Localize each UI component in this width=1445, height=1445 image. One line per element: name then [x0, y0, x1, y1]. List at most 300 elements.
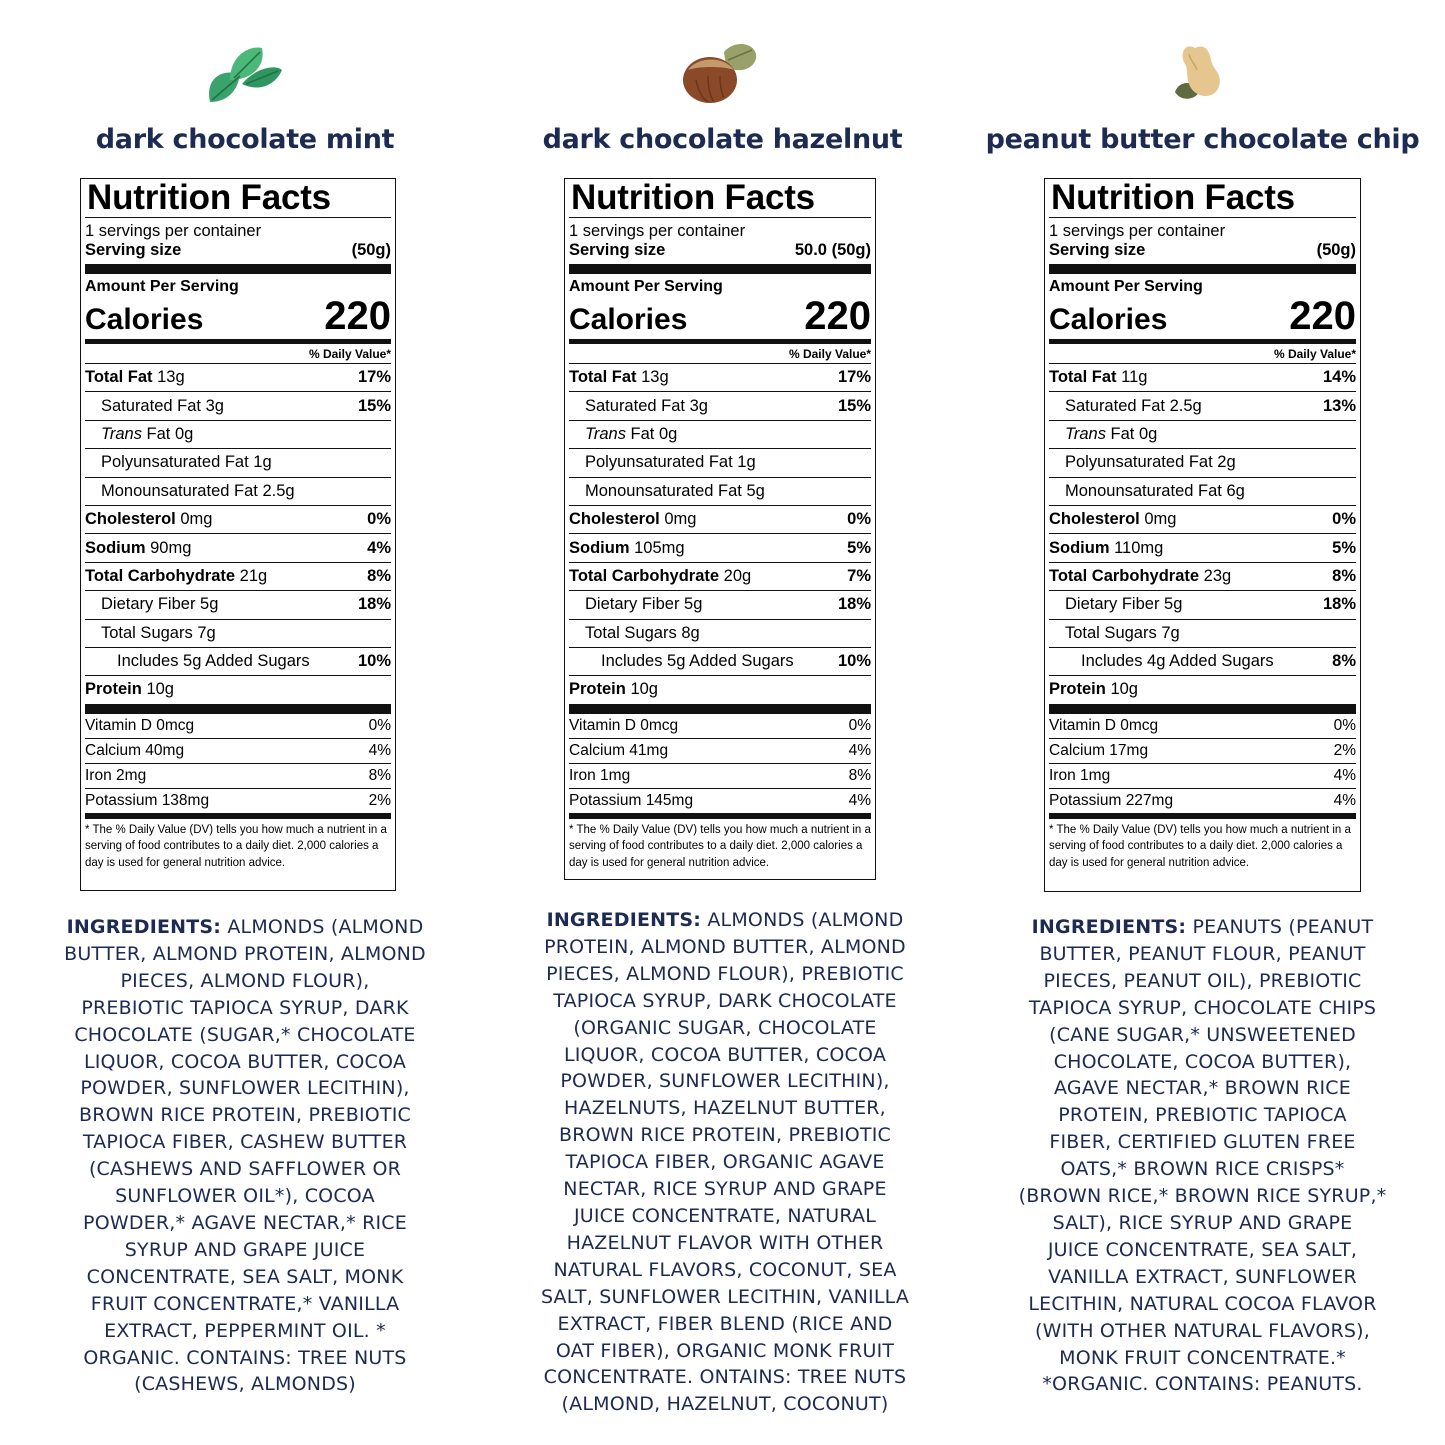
ingredients-line	[520, 1068, 930, 1095]
vitamin-amount: 2mg	[116, 766, 147, 784]
nutrient-name: Total Sugars	[101, 623, 193, 642]
nutrient-row	[569, 506, 871, 534]
nutrient-list	[85, 364, 391, 704]
nutrient-list	[1049, 364, 1356, 704]
nutrient-daily-value: 8%	[367, 566, 391, 585]
ingredients-line	[1000, 1102, 1405, 1129]
serving-size-row: Serving size (50g)	[1049, 241, 1356, 259]
vitamin-name: Vitamin D	[1049, 716, 1116, 734]
nutrient-row	[85, 620, 391, 648]
nutrient-name: Dietary Fiber	[1065, 595, 1160, 614]
nutrient-daily-value: 8%	[1332, 652, 1356, 671]
ingredients-line-text: LECITHIN, NATURAL COCOA FLAVOR	[1028, 1292, 1377, 1315]
ingredients-line-text: POWDER,* AGAVE NECTAR,* RICE	[83, 1211, 407, 1234]
ingredients-line-text: NATURAL FLAVORS, COCONUT, SEA	[553, 1258, 897, 1281]
ingredients-line-text: BROWN RICE PROTEIN, PREBIOTIC	[558, 1124, 891, 1147]
nutrient-name: Total Fat	[85, 368, 153, 387]
nutrient-name: Total Carbohydrate	[1049, 566, 1200, 585]
ingredients-line-text: PIECES, PEANUT OIL), PREBIOTIC	[1043, 969, 1362, 992]
nutrient-row	[85, 591, 391, 619]
ingredients-line-text: SALT, SUNFLOWER LECITHIN, VANILLA	[540, 1285, 910, 1308]
ingredients-heading: INGREDIENTS:	[1031, 916, 1187, 938]
ingredients-line-text: CONCENTRATE. ONTAINS: TREE NUTS	[543, 1366, 907, 1389]
nutrient-row	[569, 676, 871, 703]
nutrient-row	[1049, 449, 1356, 477]
vitamin-amount: 41mg	[629, 741, 669, 759]
ingredients-line-text: SUNFLOWER OIL*), COCOA	[115, 1185, 375, 1208]
amount-per-serving: Amount Per Serving	[1049, 278, 1203, 295]
vitamin-row	[85, 714, 391, 739]
ingredients-line	[20, 1318, 470, 1345]
ingredients-line-text: OATS,* BROWN RICE CRISPS*	[1060, 1158, 1345, 1181]
nutrient-amount: 1g	[737, 453, 756, 472]
vitamin-daily-value: 2%	[368, 791, 391, 809]
nutrient-amount: 2g	[1217, 453, 1236, 472]
vitamin-row	[569, 789, 871, 814]
ingredients-line	[520, 1257, 930, 1284]
nutrient-name: Total Sugars	[585, 623, 677, 642]
nutrient-amount: 5g	[1164, 595, 1183, 614]
nutrient-row	[85, 563, 391, 591]
ingredients-line	[520, 961, 930, 988]
ingredients-line-text: MONK FRUIT CONCENTRATE.*	[1059, 1346, 1346, 1369]
ingredients-line	[20, 1210, 470, 1237]
vitamin-name: Vitamin D	[569, 716, 636, 734]
nutrient-amount: 0g	[174, 424, 194, 443]
nutrient-name-suffix: Fat	[625, 424, 655, 443]
ingredients-line-text: PEANUTS (PEANUT	[1192, 916, 1374, 938]
ingredients-line	[520, 1364, 930, 1391]
nutrient-amount: 2.5g	[1169, 396, 1202, 415]
ingredients-line-text: OAT FIBER), ORGANIC MONK FRUIT	[555, 1339, 895, 1362]
nutrient-amount: 0mg	[664, 510, 697, 529]
vitamin-amount: 0mcg	[1120, 716, 1159, 734]
nutrient-row	[1049, 648, 1356, 676]
calories-row: Calories 220	[569, 294, 871, 338]
nutrient-row	[569, 563, 871, 591]
nutrient-amount: 10g	[1110, 680, 1138, 699]
ingredients-line	[20, 1049, 470, 1076]
vitamin-name: Potassium	[85, 791, 158, 809]
nutrient-daily-value: 18%	[1322, 595, 1356, 614]
ingredients-line-text: HAZELNUTS, HAZELNUT BUTTER,	[564, 1097, 886, 1120]
ingredients-line	[1000, 1318, 1405, 1345]
vitamin-daily-value: 0%	[1333, 716, 1356, 734]
ingredients-line-text: (BROWN RICE,* BROWN RICE SYRUP,*	[1018, 1185, 1387, 1208]
nutrient-name: Total Fat	[569, 368, 637, 387]
nutrient-name: Total Fat	[1049, 368, 1117, 387]
ingredients-line	[520, 988, 930, 1015]
hazelnut-icon	[680, 40, 762, 106]
nutrient-row	[569, 421, 871, 449]
nutrient-name: Sodium	[1049, 538, 1110, 557]
ingredients-line-text: ALMONDS (ALMOND	[227, 916, 424, 938]
nutrient-daily-value: 10%	[837, 652, 871, 671]
daily-value-footnote: * The % Daily Value (DV) tells you how much a nutrient in a serving of food contributes to a daily diet. 2,000 calories a day is used for general nutrition advice.	[1049, 823, 1351, 869]
nutrient-name: Saturated Fat	[585, 396, 685, 415]
nutrient-name: Dietary Fiber	[101, 595, 196, 614]
product-title: peanut butter chocolate chip	[985, 124, 1420, 155]
vitamin-name: Iron	[569, 766, 596, 784]
ingredients-line-text: BUTTER, ALMOND PROTEIN, ALMOND	[64, 942, 426, 965]
nutrient-amount: 2.5g	[262, 481, 295, 500]
vitamin-daily-value: 0%	[368, 716, 391, 734]
nutrient-daily-value: 15%	[837, 396, 871, 415]
ingredients-line-text: (ORGANIC SUGAR, CHOCOLATE	[573, 1016, 877, 1039]
ingredients-line-text: ALMONDS (ALMOND	[707, 909, 904, 931]
calories-row: Calories 220	[1049, 294, 1356, 338]
product-title: dark chocolate hazelnut	[542, 124, 903, 155]
nutrient-amount: 1g	[253, 453, 272, 472]
vitamin-row	[569, 714, 871, 739]
nutrition-facts-label	[80, 178, 396, 891]
vitamin-daily-value: 4%	[1333, 766, 1356, 784]
vitamin-amount: 0mcg	[640, 716, 679, 734]
ingredients-line	[520, 1122, 930, 1149]
nutrient-daily-value: 0%	[1332, 510, 1356, 529]
ingredients-line-text: BROWN RICE PROTEIN, PREBIOTIC	[78, 1104, 411, 1127]
nutrient-name: Cholesterol	[569, 510, 660, 529]
nutrition-facts-label	[564, 178, 876, 880]
ingredients-line-text: TAPIOCA FIBER, CASHEW BUTTER	[82, 1131, 408, 1154]
nutrient-daily-value: 13%	[1322, 396, 1356, 415]
nutrient-amount: 5g	[684, 595, 703, 614]
ingredients-line-text: TAPIOCA SYRUP, DARK CHOCOLATE	[553, 989, 897, 1012]
nutrient-row	[85, 392, 391, 420]
ingredients-line	[20, 1371, 470, 1398]
servings-per-container: 1 servings per container	[569, 222, 746, 240]
daily-value-footnote: * The % Daily Value (DV) tells you how much a nutrient in a serving of food contributes to a daily diet. 2,000 calories a day is used for general nutrition advice.	[85, 823, 387, 869]
ingredients-line-text: (CANE SUGAR,* UNSWEETENED	[1049, 1023, 1356, 1046]
ingredients-line	[520, 1015, 930, 1042]
nutrition-facts-heading: Nutrition Facts	[569, 179, 871, 218]
nutrient-name-suffix: Fat	[141, 424, 171, 443]
ingredients-line	[20, 1291, 470, 1318]
nutrient-name: Total Sugars	[1065, 623, 1157, 642]
nutrient-row	[569, 591, 871, 619]
nutrient-name: Sodium	[569, 538, 630, 557]
product-title: dark chocolate mint	[95, 124, 395, 155]
vitamin-amount: 40mg	[145, 741, 185, 759]
nutrient-name: Dietary Fiber	[585, 595, 680, 614]
nutrient-name: Total Carbohydrate	[569, 566, 720, 585]
nutrient-amount: 0g	[1138, 424, 1158, 443]
ingredients-heading: INGREDIENTS:	[546, 909, 702, 931]
vitamin-name: Iron	[85, 766, 112, 784]
ingredients-line-text: PROTEIN, PREBIOTIC TAPIOCA	[1058, 1104, 1347, 1127]
nutrient-row	[569, 364, 871, 392]
ingredients-line-text: LIQUOR, COCOA BUTTER, COCOA	[563, 1043, 887, 1066]
vitamin-amount: 0mcg	[156, 716, 195, 734]
vitamin-row	[85, 764, 391, 789]
nutrient-amount: 7g	[197, 623, 216, 642]
nutrient-daily-value: 17%	[357, 368, 391, 387]
ingredients-line-text: (WITH OTHER NATURAL FLAVORS),	[1035, 1319, 1370, 1342]
nutrient-amount: 105mg	[634, 538, 685, 557]
ingredients-text	[520, 907, 930, 1418]
nutrient-name: Saturated Fat	[1065, 396, 1165, 415]
vitamin-daily-value: 4%	[848, 741, 871, 759]
vitamin-amount: 1mg	[600, 766, 631, 784]
nutrient-amount: 11g	[1121, 368, 1148, 387]
ingredients-line	[1000, 941, 1405, 968]
nutrient-row	[85, 478, 391, 506]
nutrient-amount: 13g	[641, 368, 669, 387]
nutrient-name: Protein	[85, 680, 142, 699]
ingredients-line-text: ORGANIC. CONTAINS: TREE NUTS	[83, 1346, 407, 1369]
peanut-icon	[1165, 40, 1233, 106]
ingredients-line-text: FIBER, CERTIFIED GLUTEN FREE	[1049, 1131, 1356, 1154]
ingredients-line	[1000, 1291, 1405, 1318]
ingredients-line-text: HAZELNUT FLAVOR WITH OTHER	[566, 1231, 884, 1254]
nutrient-row	[1049, 506, 1356, 534]
ingredients-line-text: CHOCOLATE (SUGAR,* CHOCOLATE	[74, 1023, 416, 1046]
nutrient-amount: 7g	[1161, 623, 1180, 642]
ingredients-line-text: PROTEIN, ALMOND BUTTER, ALMOND	[544, 935, 906, 958]
nutrient-amount: 6g	[1226, 481, 1245, 500]
nutrient-row	[1049, 421, 1356, 449]
amount-per-serving: Amount Per Serving	[569, 278, 723, 295]
ingredients-line	[1000, 1022, 1405, 1049]
ingredients-line	[20, 1129, 470, 1156]
ingredients-line	[1000, 968, 1405, 995]
ingredients-line-text: CONCENTRATE, SEA SALT, MONK	[86, 1265, 404, 1288]
nutrition-facts-label	[1044, 178, 1361, 892]
nutrient-daily-value: 0%	[847, 510, 871, 529]
nutrient-row	[85, 506, 391, 534]
ingredients-line	[520, 907, 930, 934]
nutrient-name: Monounsaturated Fat	[585, 481, 742, 500]
nutrient-row	[1049, 392, 1356, 420]
vitamin-row	[569, 764, 871, 789]
nutrient-row	[85, 648, 391, 676]
nutrient-name: Trans	[1065, 424, 1106, 443]
vitamin-amount: 227mg	[1125, 791, 1174, 809]
daily-value-header: % Daily Value*	[1049, 344, 1356, 364]
vitamin-list	[569, 714, 871, 814]
ingredients-line-text: NECTAR, RICE SYRUP AND GRAPE	[563, 1178, 887, 1201]
ingredients-line-text: (ALMOND, HAZELNUT, COCONUT)	[561, 1393, 889, 1416]
ingredients-line	[20, 941, 470, 968]
nutrient-row	[1049, 563, 1356, 591]
vitamin-daily-value: 4%	[1333, 791, 1356, 809]
vitamin-daily-value: 0%	[848, 716, 871, 734]
ingredients-line-text: TAPIOCA FIBER, ORGANIC AGAVE	[565, 1151, 885, 1174]
ingredients-line	[520, 1230, 930, 1257]
ingredients-line-text: PIECES, ALMOND FLOUR),	[120, 969, 370, 992]
vitamin-name: Iron	[1049, 766, 1076, 784]
nutrient-amount: 23g	[1203, 566, 1232, 585]
ingredients-line-text: SALT), RICE SYRUP AND GRAPE	[1052, 1211, 1353, 1234]
ingredients-line-text: (CASHEWS AND SAFFLOWER OR	[88, 1158, 402, 1181]
ingredients-line	[20, 1102, 470, 1129]
nutrient-amount: 8g	[681, 623, 700, 642]
ingredients-line	[20, 1156, 470, 1183]
vitamin-name: Potassium	[569, 791, 642, 809]
nutrient-row	[1049, 676, 1356, 703]
nutrient-row	[1049, 591, 1356, 619]
nutrient-amount: 5g	[200, 595, 219, 614]
ingredients-line	[520, 1311, 930, 1338]
ingredients-line	[1000, 995, 1405, 1022]
nutrient-name: Protein	[1049, 680, 1106, 699]
daily-value-header: % Daily Value*	[569, 344, 871, 364]
vitamin-daily-value: 4%	[368, 741, 391, 759]
nutrient-row	[1049, 534, 1356, 562]
nutrient-name: Polyunsaturated Fat	[585, 453, 733, 472]
nutrient-daily-value: 14%	[1322, 368, 1356, 387]
ingredients-line	[520, 1042, 930, 1069]
nutrient-daily-value: 5%	[847, 538, 871, 557]
vitamin-amount: 1mg	[1080, 766, 1111, 784]
nutrient-amount: 10g	[146, 680, 174, 699]
nutrient-name: Cholesterol	[1049, 510, 1140, 529]
daily-value-header: % Daily Value*	[85, 344, 391, 364]
vitamin-list	[85, 714, 391, 814]
ingredients-line-text: POWDER, SUNFLOWER LECITHIN),	[80, 1077, 410, 1100]
calories-row: Calories 220	[85, 294, 391, 338]
nutrient-daily-value: 4%	[367, 538, 391, 557]
nutrient-amount: 13g	[157, 368, 185, 387]
nutrient-name: Cholesterol	[85, 510, 176, 529]
vitamin-row	[85, 789, 391, 814]
ingredients-line	[1000, 1237, 1405, 1264]
ingredients-line	[1000, 1264, 1405, 1291]
vitamin-row	[1049, 764, 1356, 789]
ingredients-line-text: FRUIT CONCENTRATE,* VANILLA	[90, 1292, 400, 1315]
ingredients-line-text: CHOCOLATE, COCOA BUTTER),	[1053, 1050, 1352, 1073]
nutrient-row	[569, 449, 871, 477]
ingredients-line	[520, 1203, 930, 1230]
ingredients-line-text: AGAVE NECTAR,* BROWN RICE	[1054, 1077, 1351, 1100]
nutrient-row	[569, 392, 871, 420]
mint-leaf-icon	[200, 40, 286, 110]
nutrient-name: Protein	[569, 680, 626, 699]
ingredients-line	[20, 1264, 470, 1291]
nutrient-row	[569, 534, 871, 562]
vitamin-daily-value: 2%	[1333, 741, 1356, 759]
ingredients-line-text: LIQUOR, COCOA BUTTER, COCOA	[83, 1050, 407, 1073]
ingredients-line	[20, 1022, 470, 1049]
ingredients-line-text: VANILLA EXTRACT, SUNFLOWER	[1048, 1265, 1357, 1288]
ingredients-line-text: SYRUP AND GRAPE JUICE	[124, 1238, 366, 1261]
ingredients-line	[20, 1345, 470, 1372]
nutrient-amount: 3g	[205, 396, 224, 415]
nutrient-row	[569, 620, 871, 648]
nutrient-amount: 0g	[658, 424, 678, 443]
ingredients-line-text: *ORGANIC. CONTAINS: PEANUTS.	[1042, 1373, 1363, 1396]
nutrient-daily-value: 15%	[357, 396, 391, 415]
nutrient-row	[85, 534, 391, 562]
nutrient-daily-value: 5%	[1332, 538, 1356, 557]
nutrient-amount: 21g	[239, 566, 268, 585]
nutrient-row	[85, 449, 391, 477]
vitamin-name: Calcium	[569, 741, 625, 759]
nutrient-name: Includes 4g Added Sugars	[1081, 652, 1274, 671]
nutrient-name: Trans	[585, 424, 626, 443]
nutrient-amount: 110mg	[1114, 538, 1164, 557]
ingredients-line	[1000, 1129, 1405, 1156]
ingredients-line-text: JUICE CONCENTRATE, SEA SALT,	[1047, 1238, 1358, 1261]
ingredients-line	[20, 1183, 470, 1210]
vitamin-daily-value: 8%	[368, 766, 391, 784]
ingredients-line-text: PREBIOTIC TAPIOCA SYRUP, DARK	[81, 996, 409, 1019]
serving-size-row: Serving size (50g)	[85, 241, 391, 259]
nutrient-name: Polyunsaturated Fat	[101, 453, 249, 472]
vitamin-name: Vitamin D	[85, 716, 152, 734]
vitamin-daily-value: 4%	[848, 791, 871, 809]
ingredients-line	[1000, 1156, 1405, 1183]
nutrient-daily-value: 17%	[837, 368, 871, 387]
nutrient-list	[569, 364, 871, 704]
servings-per-container: 1 servings per container	[1049, 222, 1226, 240]
nutrient-amount: 90mg	[150, 538, 192, 557]
vitamin-amount: 17mg	[1109, 741, 1149, 759]
nutrient-name: Monounsaturated Fat	[101, 481, 258, 500]
vitamin-daily-value: 8%	[848, 766, 871, 784]
ingredients-line-text: EXTRACT, PEPPERMINT OIL. *	[104, 1319, 386, 1342]
nutrient-row	[1049, 620, 1356, 648]
nutrient-name: Includes 5g Added Sugars	[601, 652, 794, 671]
nutrient-name: Monounsaturated Fat	[1065, 481, 1222, 500]
nutrient-amount: 3g	[689, 396, 708, 415]
ingredients-text	[20, 914, 470, 1398]
nutrient-amount: 0mg	[1144, 510, 1177, 529]
ingredients-heading: INGREDIENTS:	[66, 916, 222, 938]
ingredients-line	[20, 995, 470, 1022]
ingredients-line	[520, 1095, 930, 1122]
nutrient-name: Includes 5g Added Sugars	[117, 652, 310, 671]
nutrient-daily-value: 18%	[357, 595, 391, 614]
ingredients-line	[20, 1237, 470, 1264]
vitamin-amount: 138mg	[161, 791, 210, 809]
ingredients-line	[20, 914, 470, 941]
nutrient-daily-value: 0%	[367, 510, 391, 529]
ingredients-line	[1000, 1345, 1405, 1372]
servings-per-container: 1 servings per container	[85, 222, 262, 240]
ingredients-text	[1000, 914, 1405, 1398]
nutrient-name: Saturated Fat	[101, 396, 201, 415]
ingredients-line	[1000, 1210, 1405, 1237]
ingredients-line-text: JUICE CONCENTRATE, NATURAL	[573, 1204, 877, 1227]
nutrient-name-suffix: Fat	[1105, 424, 1135, 443]
ingredients-line	[520, 1176, 930, 1203]
nutrient-row	[85, 421, 391, 449]
nutrient-amount: 0mg	[180, 510, 213, 529]
ingredients-line	[20, 1075, 470, 1102]
vitamin-name: Potassium	[1049, 791, 1122, 809]
nutrient-name: Trans	[101, 424, 142, 443]
vitamin-name: Calcium	[1049, 741, 1105, 759]
amount-per-serving: Amount Per Serving	[85, 278, 239, 295]
nutrition-facts-heading: Nutrition Facts	[85, 179, 391, 218]
nutrient-amount: 20g	[723, 566, 752, 585]
nutrient-name: Polyunsaturated Fat	[1065, 453, 1213, 472]
vitamin-row	[1049, 714, 1356, 739]
daily-value-footnote: * The % Daily Value (DV) tells you how much a nutrient in a serving of food contributes to a daily diet. 2,000 calories a day is used for general nutrition advice.	[569, 823, 871, 869]
ingredients-line	[520, 1149, 930, 1176]
ingredients-line-text: BUTTER, PEANUT FLOUR, PEANUT	[1039, 942, 1366, 965]
ingredients-line-text: PIECES, ALMOND FLOUR), PREBIOTIC	[546, 962, 904, 985]
ingredients-line	[1000, 914, 1405, 941]
nutrition-facts-heading: Nutrition Facts	[1049, 179, 1356, 218]
ingredients-line	[1000, 1183, 1405, 1210]
ingredients-line	[1000, 1075, 1405, 1102]
ingredients-line-text: (CASHEWS, ALMONDS)	[134, 1373, 356, 1396]
ingredients-line-text: EXTRACT, FIBER BLEND (RICE AND	[557, 1312, 893, 1335]
nutrient-name: Total Carbohydrate	[85, 566, 236, 585]
nutrient-daily-value: 18%	[837, 595, 871, 614]
